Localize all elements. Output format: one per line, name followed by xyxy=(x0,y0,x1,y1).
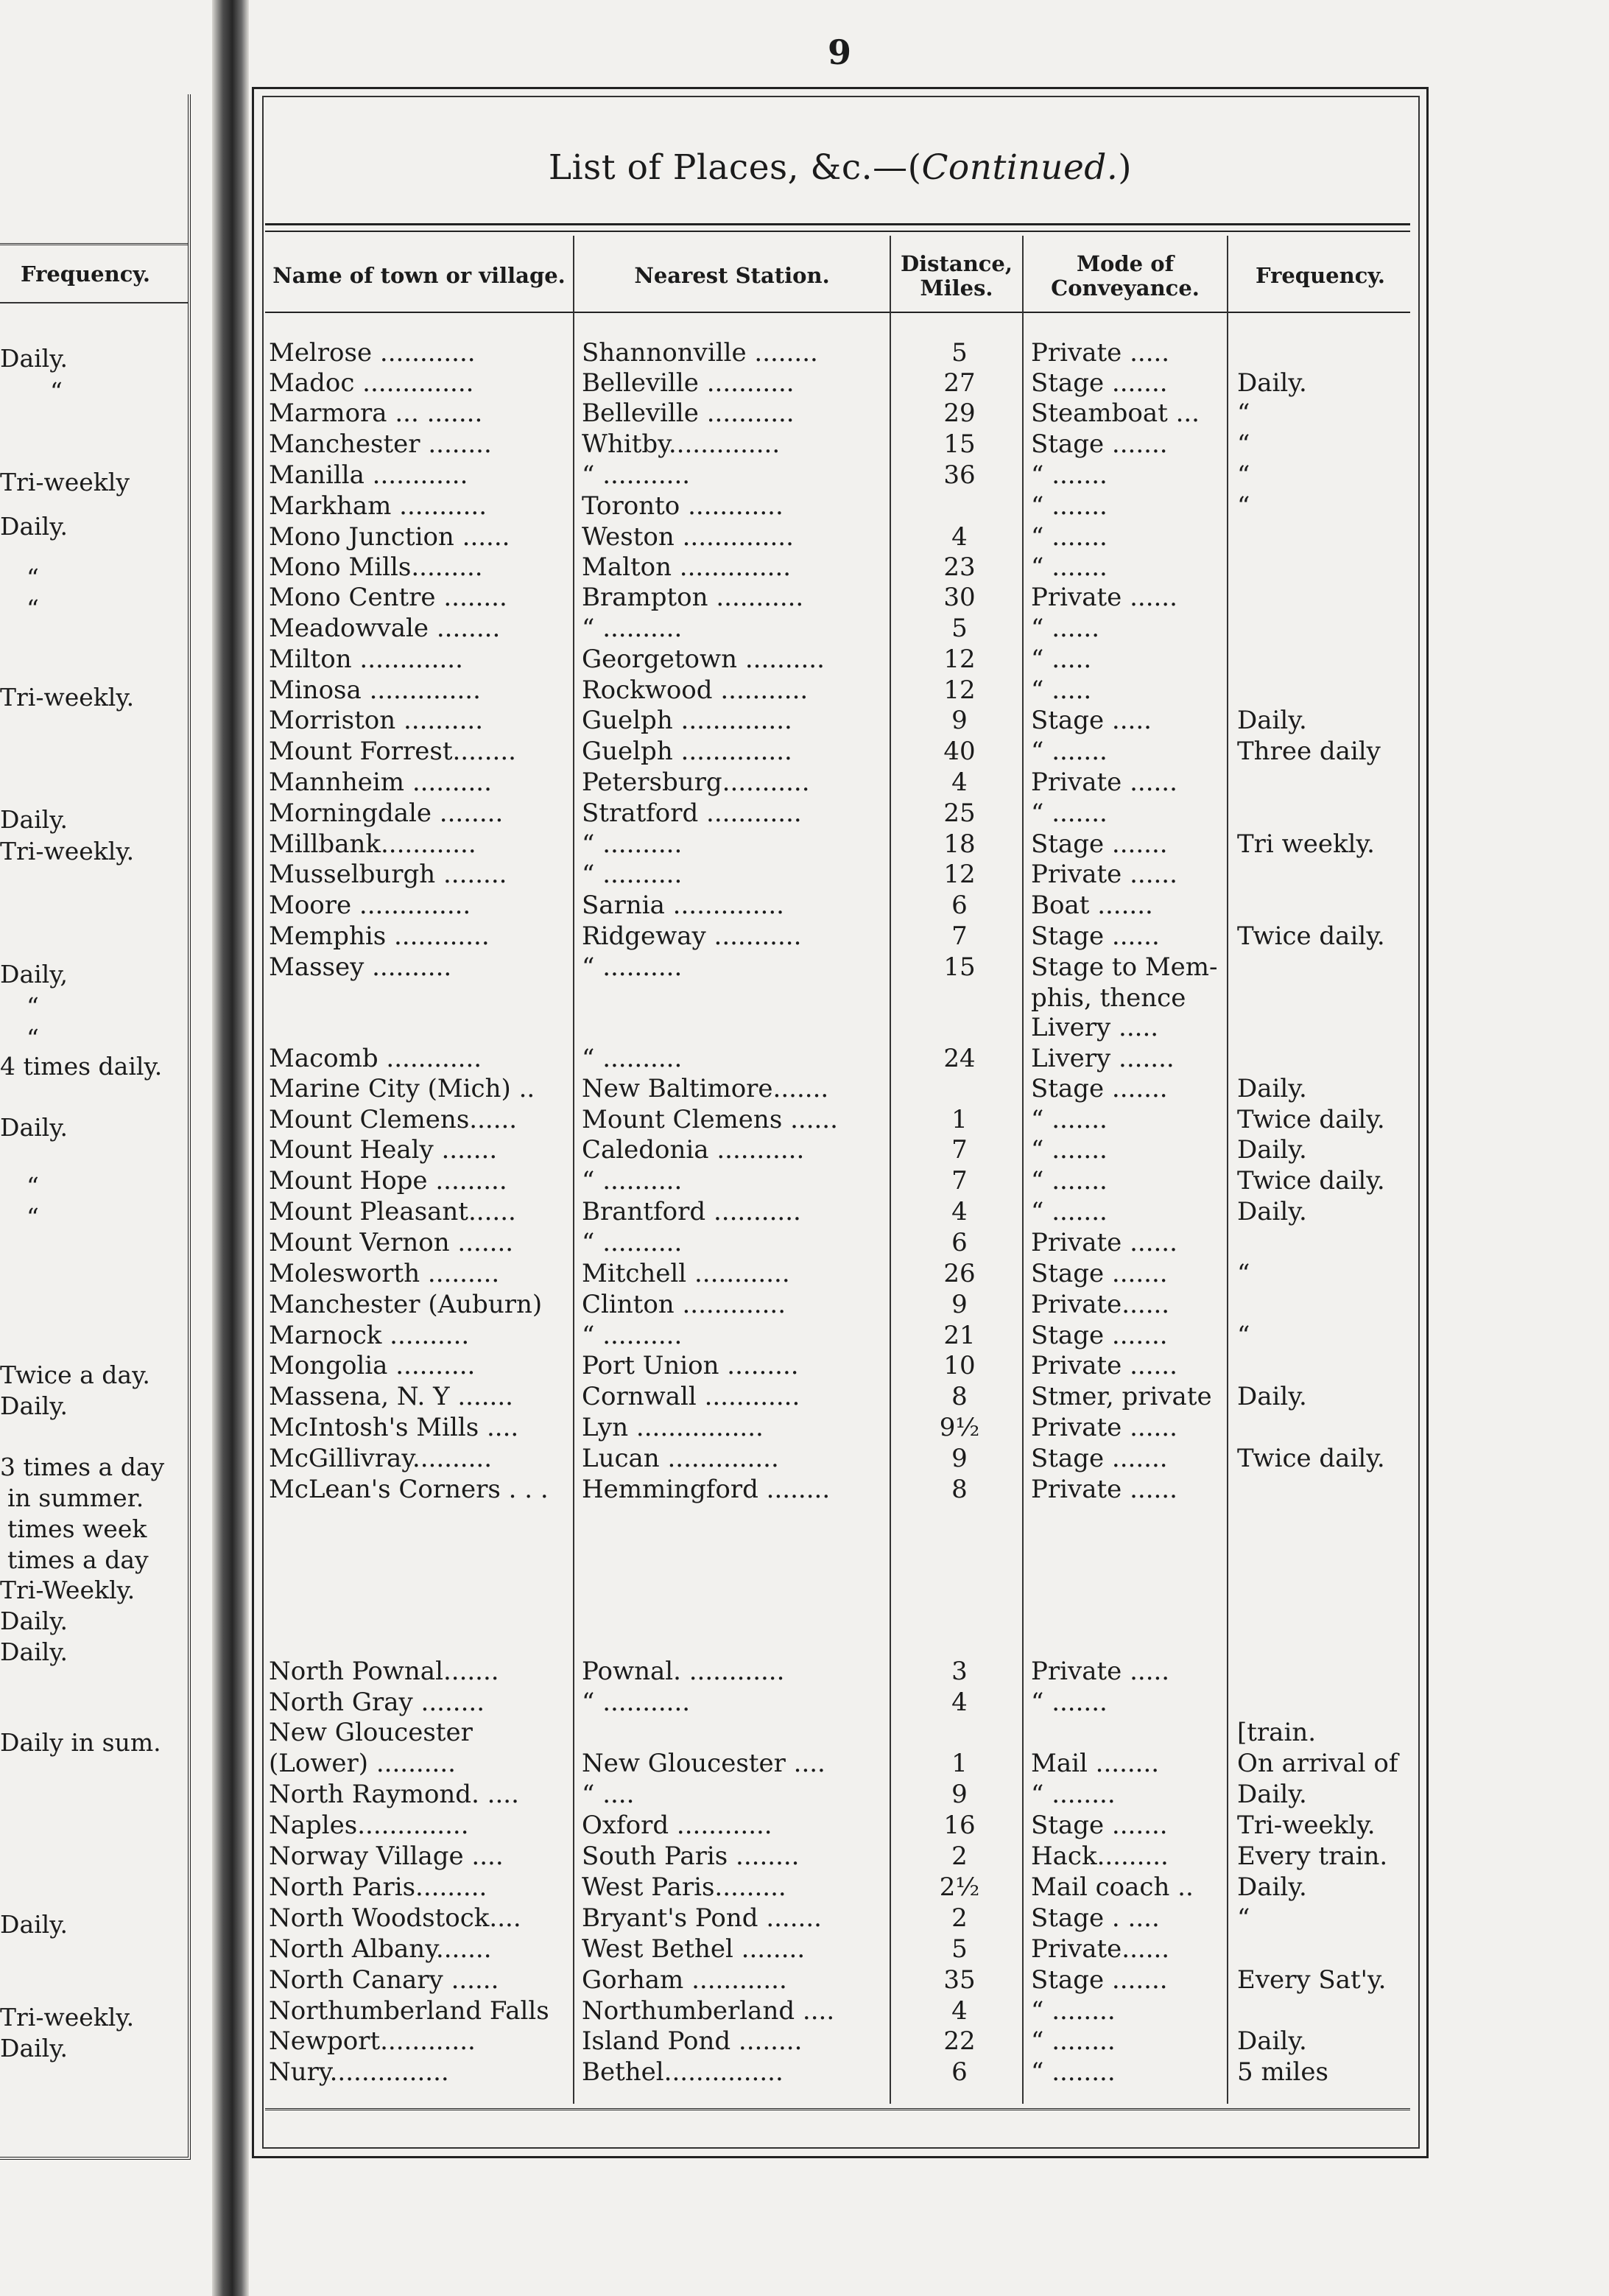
left-page-fragment xyxy=(0,0,212,2296)
distance-cell: 22 xyxy=(943,2026,976,2056)
station-cell: “ ........... xyxy=(582,460,691,490)
mode-cell: Stage ....... xyxy=(1031,1965,1168,1995)
mode-cell: Stage to Mem- xyxy=(1031,952,1218,982)
town-cell: North Raymond. .... xyxy=(269,1780,519,1809)
page-number: 9 xyxy=(827,32,851,72)
station-cell: Rockwood ........... xyxy=(582,675,809,705)
left-page-frequency-entry: in summer. xyxy=(7,1484,144,1512)
town-cell: Millbank............ xyxy=(269,829,476,859)
left-page-frequency-entry: Daily. xyxy=(0,2034,68,2062)
town-cell: Mount Hope ......... xyxy=(269,1166,507,1196)
mode-cell: “ ....... xyxy=(1031,1135,1108,1165)
station-cell: Georgetown .......... xyxy=(582,645,825,674)
station-cell: Lucan .............. xyxy=(582,1444,779,1473)
station-cell: Caledonia ........... xyxy=(582,1135,805,1165)
station-cell: “ .......... xyxy=(582,1166,683,1196)
town-cell: McGillivray.......... xyxy=(269,1444,493,1473)
frequency-cell: Twice daily. xyxy=(1237,921,1385,951)
header-town: Name of town or village. xyxy=(272,263,566,289)
title-close: ) xyxy=(1118,147,1133,188)
frequency-cell: Twice daily. xyxy=(1237,1105,1385,1134)
frequency-cell: “ xyxy=(1237,460,1250,490)
town-cell: North Canary ...... xyxy=(269,1965,499,1995)
station-cell: South Paris ........ xyxy=(582,1842,800,1871)
station-cell: Northumberland .... xyxy=(582,1996,835,2026)
distance-cell: 29 xyxy=(943,399,976,428)
mode-cell: Stage ...... xyxy=(1031,921,1160,951)
distance-cell: 40 xyxy=(943,737,976,766)
town-cell: North Paris......... xyxy=(269,1872,487,1902)
station-cell: Oxford ............ xyxy=(582,1811,772,1840)
mode-cell: Stage ....... xyxy=(1031,429,1168,459)
distance-cell: 5 xyxy=(951,338,968,368)
mode-cell: Private ...... xyxy=(1031,1228,1177,1257)
mode-cell: “ ........ xyxy=(1031,1996,1116,2026)
distance-cell: 4 xyxy=(951,1996,968,2026)
header-rule-top-inner xyxy=(265,231,1410,232)
left-page-frequency-entry: 3 times a day xyxy=(0,1453,165,1481)
distance-cell: 10 xyxy=(943,1351,976,1380)
left-page-frequency-entry: Tri-Weekly. xyxy=(0,1576,135,1604)
station-cell: New Baltimore....... xyxy=(582,1074,829,1103)
town-cell: Norway Village .... xyxy=(269,1842,504,1871)
town-cell: Moore .............. xyxy=(269,891,471,920)
distance-cell: 9 xyxy=(951,1444,968,1473)
distance-cell: 24 xyxy=(943,1044,976,1073)
station-cell: “ .... xyxy=(582,1780,635,1809)
mode-cell: Stage . .... xyxy=(1031,1903,1160,1933)
town-cell: Mono Junction ...... xyxy=(269,522,510,552)
mode-cell: Stage ....... xyxy=(1031,1259,1168,1288)
town-cell: Mount Pleasant...... xyxy=(269,1197,516,1226)
mode-cell: Private ..... xyxy=(1031,1657,1170,1686)
distance-cell: 12 xyxy=(943,860,976,889)
station-cell: Guelph .............. xyxy=(582,737,792,766)
town-cell: Naples.............. xyxy=(269,1811,469,1840)
distance-cell: 1 xyxy=(951,1105,968,1134)
distance-cell: 8 xyxy=(951,1475,968,1504)
distance-cell: 27 xyxy=(943,368,976,398)
left-page-frequency-entry: “ xyxy=(27,594,39,623)
station-cell: Malton .............. xyxy=(582,552,792,582)
header-rule-bottom xyxy=(265,312,1410,313)
mode-cell: phis, thence xyxy=(1031,983,1186,1013)
station-cell: Toronto ............ xyxy=(582,491,784,521)
mode-cell: Private ...... xyxy=(1031,860,1177,889)
left-page-frequency-entry: Daily. xyxy=(0,344,68,373)
distance-cell: 4 xyxy=(951,522,968,552)
frequency-cell: Daily. xyxy=(1237,1074,1307,1103)
distance-cell: 6 xyxy=(951,1228,968,1257)
left-page-frequency-entry: “ xyxy=(50,377,63,406)
station-cell: Ridgeway ........... xyxy=(582,921,802,951)
station-cell: Mount Clemens ...... xyxy=(582,1105,838,1134)
left-page-header-rule xyxy=(0,243,188,245)
frequency-cell: Tri-weekly. xyxy=(1237,1811,1376,1840)
mode-cell: “ ....... xyxy=(1031,1166,1108,1196)
town-cell: Marmora ... ....... xyxy=(269,399,483,428)
distance-cell: 4 xyxy=(951,1197,968,1226)
distance-cell: 9 xyxy=(951,1290,968,1319)
station-cell: “ .......... xyxy=(582,1228,683,1257)
station-cell: “ .......... xyxy=(582,829,683,859)
station-cell: West Bethel ........ xyxy=(582,1934,806,1964)
mode-cell: Private ...... xyxy=(1031,583,1177,612)
distance-cell: 7 xyxy=(951,1135,968,1165)
frequency-cell: 5 miles xyxy=(1237,2057,1328,2087)
town-cell: Nury............... xyxy=(269,2057,449,2087)
town-cell: Manilla ............ xyxy=(269,460,468,490)
mode-cell: “ ....... xyxy=(1031,1197,1108,1226)
frequency-cell: “ xyxy=(1237,491,1250,521)
distance-cell: 9 xyxy=(951,1780,968,1809)
distance-cell: 15 xyxy=(943,429,976,459)
mode-cell: “ ........ xyxy=(1031,1780,1116,1809)
distance-cell: 16 xyxy=(943,1811,976,1840)
station-cell: Weston .............. xyxy=(582,522,794,552)
left-page-frequency-entry: Daily. xyxy=(0,1637,68,1666)
frequency-cell: Daily. xyxy=(1237,706,1307,735)
distance-cell: 2 xyxy=(951,1842,968,1871)
station-cell: Belleville ........... xyxy=(582,399,795,428)
left-page-frequency-entry: times week xyxy=(7,1514,147,1543)
mode-cell: Stage ....... xyxy=(1031,1074,1168,1103)
left-page-frequency-entry: Daily. xyxy=(0,805,68,834)
distance-cell: 3 xyxy=(951,1657,968,1686)
station-cell: Bryant's Pond ....... xyxy=(582,1903,822,1933)
station-cell: Gorham ............ xyxy=(582,1965,787,1995)
station-cell: “ .......... xyxy=(582,614,683,643)
mode-cell: Livery ....... xyxy=(1031,1044,1175,1073)
title-main: List of Places, &c.—( xyxy=(548,147,922,188)
mode-cell: Private ...... xyxy=(1031,1351,1177,1380)
mode-cell: Hack......... xyxy=(1031,1842,1169,1871)
distance-cell: 7 xyxy=(951,921,968,951)
mode-cell: Private ...... xyxy=(1031,1413,1177,1442)
distance-cell: 30 xyxy=(943,583,976,612)
title-italic: Continued. xyxy=(921,147,1119,188)
station-cell: Port Union ......... xyxy=(582,1351,799,1380)
frequency-cell: Every train. xyxy=(1237,1842,1388,1871)
column-divider-mode xyxy=(1227,236,1228,2104)
frequency-cell: Daily. xyxy=(1237,1382,1307,1411)
frequency-cell: Three daily xyxy=(1237,737,1381,766)
town-cell: Madoc .............. xyxy=(269,368,474,398)
left-page-header-divider xyxy=(0,302,188,303)
left-page-frequency-entry: Tri-weekly. xyxy=(0,2003,135,2032)
mode-cell: Boat ....... xyxy=(1031,891,1153,920)
distance-cell: 35 xyxy=(943,1965,976,1995)
town-cell: Marine City (Mich) .. xyxy=(269,1074,535,1103)
town-cell: Massey .......... xyxy=(269,952,452,982)
town-cell: Manchester (Auburn) xyxy=(269,1290,543,1319)
mode-cell: “ ....... xyxy=(1031,737,1108,766)
mode-cell: Livery ..... xyxy=(1031,1013,1159,1042)
town-cell: Mount Vernon ....... xyxy=(269,1228,514,1257)
frequency-cell: Daily. xyxy=(1237,368,1307,398)
distance-cell: 6 xyxy=(951,891,968,920)
town-cell: Mannheim .......... xyxy=(269,768,492,797)
mode-cell: “ ..... xyxy=(1031,645,1092,674)
station-cell: “ ........... xyxy=(582,1688,691,1717)
left-page-frequency-entry: Tri-weekly. xyxy=(0,837,135,866)
station-cell: Mitchell ............ xyxy=(582,1259,790,1288)
left-page-frequency-entry: Twice a day. xyxy=(0,1361,150,1389)
mode-cell: Stage ....... xyxy=(1031,1811,1168,1840)
left-page-frequency-entry: Tri-weekly xyxy=(0,468,130,496)
mode-cell: “ ........ xyxy=(1031,2057,1116,2087)
town-cell: North Gray ........ xyxy=(269,1688,485,1717)
mode-cell: Mail coach .. xyxy=(1031,1872,1194,1902)
frequency-cell: Daily. xyxy=(1237,2026,1307,2056)
distance-cell: 12 xyxy=(943,675,976,705)
station-cell: Island Pond ........ xyxy=(582,2026,803,2056)
station-cell: “ .......... xyxy=(582,1321,683,1350)
frequency-cell: Daily. xyxy=(1237,1197,1307,1226)
town-cell: McLean's Corners . . . xyxy=(269,1475,549,1504)
mode-cell: Stage ....... xyxy=(1031,1321,1168,1350)
town-cell: Mount Healy ....... xyxy=(269,1135,498,1165)
station-cell: Shannonville ........ xyxy=(582,338,818,368)
station-cell: Petersburg........... xyxy=(582,768,810,797)
station-cell: New Gloucester .... xyxy=(582,1749,825,1778)
left-page-frequency-entry: Daily, xyxy=(0,960,68,989)
table-rule-bottom xyxy=(265,2108,1410,2110)
station-cell: Bethel............... xyxy=(582,2057,784,2087)
left-page-frequency-entry: “ xyxy=(27,1172,39,1201)
station-cell: “ .......... xyxy=(582,860,683,889)
frequency-cell: “ xyxy=(1237,1259,1250,1288)
mode-cell: Mail ........ xyxy=(1031,1749,1160,1778)
town-cell: Mount Forrest........ xyxy=(269,737,516,766)
left-page-frequency-entry: “ xyxy=(27,1024,39,1053)
left-page-frequency-entry: Daily. xyxy=(0,1607,68,1635)
frequency-cell: “ xyxy=(1237,429,1250,459)
town-cell: Milton ............. xyxy=(269,645,463,674)
station-cell: Cornwall ............ xyxy=(582,1382,800,1411)
distance-cell: 6 xyxy=(951,2057,968,2087)
distance-cell: 2 xyxy=(951,1903,968,1933)
frequency-cell: Daily. xyxy=(1237,1135,1307,1165)
distance-cell: 23 xyxy=(943,552,976,582)
mode-cell: Private...... xyxy=(1031,1290,1170,1319)
left-page-frequency-header: Frequency. xyxy=(21,261,150,287)
town-cell: Macomb ............ xyxy=(269,1044,482,1073)
station-cell: Lyn ................ xyxy=(582,1413,764,1442)
header-distance: Distance, Miles. xyxy=(901,250,1013,301)
header-mode: Mode of Conveyance. xyxy=(1051,250,1200,301)
distance-cell: 8 xyxy=(951,1382,968,1411)
town-cell: Meadowvale ........ xyxy=(269,614,501,643)
mode-cell: “ ....... xyxy=(1031,1688,1108,1717)
frequency-cell: Daily. xyxy=(1237,1780,1307,1809)
town-cell: Mono Mills......... xyxy=(269,552,483,582)
distance-cell: 5 xyxy=(951,1934,968,1964)
station-cell: Hemmingford ........ xyxy=(582,1475,831,1504)
mode-cell: “ ....... xyxy=(1031,491,1108,521)
header-frequency: Frequency. xyxy=(1256,263,1385,289)
distance-cell: 5 xyxy=(951,614,968,643)
frequency-cell: “ xyxy=(1237,1903,1250,1933)
distance-cell: 26 xyxy=(943,1259,976,1288)
station-cell: Brampton ........... xyxy=(582,583,804,612)
station-cell: Guelph .............. xyxy=(582,706,792,735)
left-page-frequency-entry: “ xyxy=(27,992,39,1021)
town-cell: North Pownal....... xyxy=(269,1657,499,1686)
station-cell: Clinton ............. xyxy=(582,1290,786,1319)
town-cell: Manchester ........ xyxy=(269,429,492,459)
town-cell: Mono Centre ........ xyxy=(269,583,507,612)
town-cell: Memphis ............ xyxy=(269,921,490,951)
mode-cell: “ ....... xyxy=(1031,798,1108,828)
frequency-cell: Every Sat'y. xyxy=(1237,1965,1387,1995)
town-cell: North Woodstock.... xyxy=(269,1903,521,1933)
town-cell: (Lower) .......... xyxy=(269,1749,456,1778)
left-page-frequency-entry: Daily in sum. xyxy=(0,1728,161,1757)
distance-cell: 15 xyxy=(943,952,976,982)
left-page-frequency-entry: “ xyxy=(27,1203,39,1232)
distance-cell: 9 xyxy=(951,706,968,735)
column-divider-distance xyxy=(1022,236,1024,2104)
left-page-frequency-entry: “ xyxy=(27,564,39,592)
distance-cell: 2½ xyxy=(939,1872,980,1902)
mode-cell: Private ...... xyxy=(1031,1475,1177,1504)
left-page-frequency-entry: times a day xyxy=(7,1545,149,1574)
mode-cell: “ ....... xyxy=(1031,1105,1108,1134)
distance-cell: 25 xyxy=(943,798,976,828)
mode-cell: Stmer, private xyxy=(1031,1382,1212,1411)
frequency-cell: “ xyxy=(1237,1321,1250,1350)
town-cell: Mount Clemens...... xyxy=(269,1105,518,1134)
distance-cell: 21 xyxy=(943,1321,976,1350)
distance-cell: 18 xyxy=(943,829,976,859)
town-cell: Mongolia .......... xyxy=(269,1351,476,1380)
column-divider-station xyxy=(890,236,891,2104)
mode-cell: Private...... xyxy=(1031,1934,1170,1964)
distance-cell: 4 xyxy=(951,768,968,797)
book-binding xyxy=(212,0,249,2296)
left-page-frequency-entry: Daily. xyxy=(0,1113,68,1142)
town-cell: Morriston .......... xyxy=(269,706,484,735)
mode-cell: “ ........ xyxy=(1031,2026,1116,2056)
town-cell: Musselburgh ........ xyxy=(269,860,507,889)
station-cell: Sarnia .............. xyxy=(582,891,784,920)
station-cell: Stratford ............ xyxy=(582,798,802,828)
frequency-cell: Tri weekly. xyxy=(1237,829,1375,859)
station-cell: Belleville ........... xyxy=(582,368,795,398)
distance-cell: 1 xyxy=(951,1749,968,1778)
mode-cell: “ ..... xyxy=(1031,675,1092,705)
mode-cell: Stage ....... xyxy=(1031,829,1168,859)
frequency-cell: On arrival of xyxy=(1237,1749,1398,1778)
distance-cell: 9½ xyxy=(939,1413,980,1442)
town-cell: Melrose ............ xyxy=(269,338,476,368)
left-page-frequency-entry: 4 times daily. xyxy=(0,1052,163,1081)
header-rule-top xyxy=(265,223,1410,225)
town-cell: Morningdale ........ xyxy=(269,798,504,828)
left-page-frequency-entry: Daily. xyxy=(0,512,68,541)
header-station: Nearest Station. xyxy=(634,263,830,289)
mode-cell: Steamboat ... xyxy=(1031,399,1200,428)
station-cell: Pownal. ............ xyxy=(582,1657,785,1686)
distance-cell: 36 xyxy=(943,460,976,490)
town-cell: Northumberland Falls xyxy=(269,1996,549,2026)
left-page-frequency-entry: Tri-weekly. xyxy=(0,683,135,712)
distance-cell: 7 xyxy=(951,1166,968,1196)
distance-cell: 12 xyxy=(943,645,976,674)
town-cell: Marnock .......... xyxy=(269,1321,470,1350)
frequency-cell: “ xyxy=(1237,399,1250,428)
station-cell: “ .......... xyxy=(582,952,683,982)
frequency-cell: Twice daily. xyxy=(1237,1166,1385,1196)
town-cell: North Albany....... xyxy=(269,1934,492,1964)
town-cell: McIntosh's Mills .... xyxy=(269,1413,519,1442)
town-cell: Massena, N. Y ....... xyxy=(269,1382,513,1411)
frequency-cell: Daily. xyxy=(1237,1872,1307,1902)
frequency-cell: [train. xyxy=(1237,1718,1317,1747)
mode-cell: “ ....... xyxy=(1031,552,1108,582)
left-page-frequency-entry: Daily. xyxy=(0,1391,68,1420)
mode-cell: Stage ....... xyxy=(1031,1444,1168,1473)
distance-cell: 4 xyxy=(951,1688,968,1717)
mode-cell: Private ..... xyxy=(1031,338,1170,368)
mode-cell: Private ...... xyxy=(1031,768,1177,797)
left-page-frequency-entry: Daily. xyxy=(0,1910,68,1939)
station-cell: Brantford ........... xyxy=(582,1197,801,1226)
town-cell: Molesworth ......... xyxy=(269,1259,500,1288)
town-cell: New Gloucester xyxy=(269,1718,473,1747)
town-cell: Minosa .............. xyxy=(269,675,481,705)
station-cell: West Paris......... xyxy=(582,1872,786,1902)
town-cell: Markham ........... xyxy=(269,491,487,521)
station-cell: “ .......... xyxy=(582,1044,683,1073)
frequency-cell: Twice daily. xyxy=(1237,1444,1385,1473)
mode-cell: “ ....... xyxy=(1031,522,1108,552)
mode-cell: Stage ....... xyxy=(1031,368,1168,398)
station-cell: Whitby.............. xyxy=(582,429,781,459)
town-cell: Newport............ xyxy=(269,2026,476,2056)
mode-cell: “ ....... xyxy=(1031,460,1108,490)
column-divider-town xyxy=(573,236,574,2104)
mode-cell: Stage ..... xyxy=(1031,706,1152,735)
page-title xyxy=(252,147,1429,188)
mode-cell: “ ...... xyxy=(1031,614,1100,643)
